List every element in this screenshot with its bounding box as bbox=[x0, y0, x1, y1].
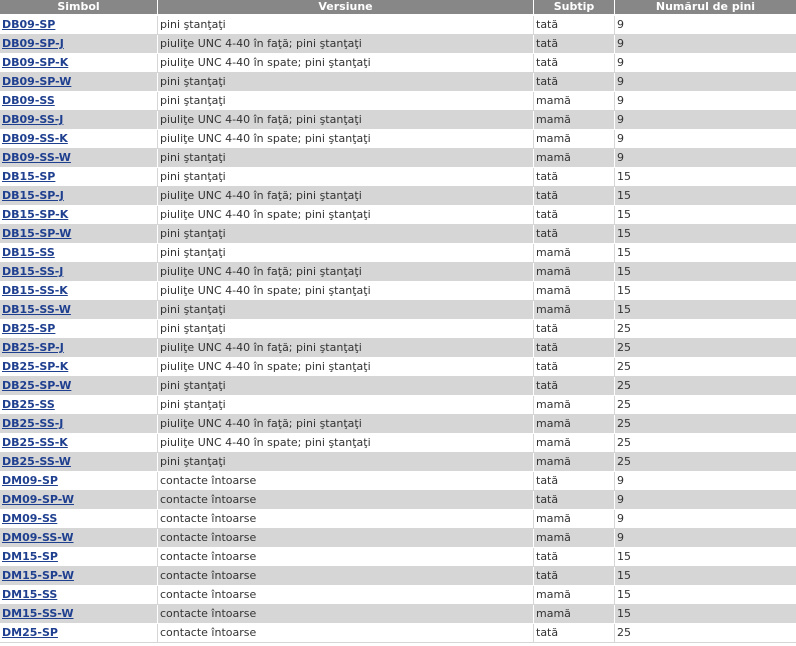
cell-simbol bbox=[0, 320, 158, 339]
cell-versiune: pini ştanţaţi bbox=[158, 396, 534, 415]
product-symbol-link[interactable]: DB25-SS-W bbox=[2, 455, 71, 468]
cell-numarul-de-pini: 9 bbox=[615, 73, 796, 92]
cell-simbol bbox=[0, 35, 158, 54]
cell-simbol bbox=[0, 54, 158, 73]
product-symbol-link[interactable]: DM15-SS-W bbox=[2, 607, 74, 620]
cell-simbol bbox=[0, 282, 158, 301]
cell-versiune: contacte întoarse bbox=[158, 586, 534, 605]
product-symbol-link[interactable]: DB15-SP-W bbox=[2, 227, 72, 240]
cell-numarul-de-pini: 9 bbox=[615, 16, 796, 35]
cell-subtip: mamă bbox=[534, 244, 615, 263]
cell-numarul-de-pini: 15 bbox=[615, 548, 796, 567]
cell-versiune: contacte întoarse bbox=[158, 548, 534, 567]
table-row bbox=[0, 567, 796, 586]
table-row bbox=[0, 529, 796, 548]
cell-versiune: contacte întoarse bbox=[158, 567, 534, 586]
cell-simbol bbox=[0, 339, 158, 358]
cell-numarul-de-pini: 9 bbox=[615, 130, 796, 149]
cell-simbol bbox=[0, 149, 158, 168]
table-body bbox=[0, 16, 796, 643]
product-symbol-link[interactable]: DB15-SS bbox=[2, 246, 55, 259]
cell-numarul-de-pini: 15 bbox=[615, 263, 796, 282]
cell-subtip: mamă bbox=[534, 111, 615, 130]
cell-versiune: pini ştanţaţi bbox=[158, 377, 534, 396]
cell-versiune: contacte întoarse bbox=[158, 624, 534, 643]
cell-subtip: tată bbox=[534, 472, 615, 491]
cell-simbol bbox=[0, 301, 158, 320]
cell-subtip: mamă bbox=[534, 529, 615, 548]
cell-numarul-de-pini: 25 bbox=[615, 624, 796, 643]
cell-simbol bbox=[0, 396, 158, 415]
cell-versiune: piuliţe UNC 4-40 în spate; pini ştanţaţi bbox=[158, 358, 534, 377]
cell-subtip: mamă bbox=[534, 130, 615, 149]
cell-numarul-de-pini: 25 bbox=[615, 434, 796, 453]
cell-subtip: mamă bbox=[534, 434, 615, 453]
cell-subtip: tată bbox=[534, 624, 615, 643]
cell-subtip: tată bbox=[534, 35, 615, 54]
table-row bbox=[0, 339, 796, 358]
cell-subtip: tată bbox=[534, 548, 615, 567]
cell-simbol bbox=[0, 567, 158, 586]
cell-subtip: tată bbox=[534, 567, 615, 586]
cell-subtip: tată bbox=[534, 377, 615, 396]
product-symbol-link[interactable]: DB09-SP-K bbox=[2, 56, 69, 69]
cell-versiune: pini ştanţaţi bbox=[158, 320, 534, 339]
cell-subtip: mamă bbox=[534, 263, 615, 282]
cell-subtip: mamă bbox=[534, 396, 615, 415]
product-symbol-link[interactable]: DM09-SS bbox=[2, 512, 58, 525]
table-row bbox=[0, 301, 796, 320]
product-symbol-link[interactable]: DB15-SP bbox=[2, 170, 56, 183]
cell-subtip: tată bbox=[534, 206, 615, 225]
cell-versiune: pini ştanţaţi bbox=[158, 168, 534, 187]
cell-subtip: tată bbox=[534, 54, 615, 73]
table-row bbox=[0, 377, 796, 396]
table-row bbox=[0, 320, 796, 339]
cell-simbol bbox=[0, 168, 158, 187]
cell-numarul-de-pini: 9 bbox=[615, 472, 796, 491]
cell-numarul-de-pini: 25 bbox=[615, 320, 796, 339]
table-row bbox=[0, 396, 796, 415]
cell-subtip: tată bbox=[534, 491, 615, 510]
cell-simbol bbox=[0, 263, 158, 282]
cell-numarul-de-pini: 9 bbox=[615, 35, 796, 54]
cell-simbol bbox=[0, 187, 158, 206]
cell-versiune: piuliţe UNC 4-40 în spate; pini ştanţaţi bbox=[158, 130, 534, 149]
cell-numarul-de-pini: 25 bbox=[615, 415, 796, 434]
cell-subtip: mamă bbox=[534, 92, 615, 111]
cell-subtip: tată bbox=[534, 73, 615, 92]
cell-numarul-de-pini: 9 bbox=[615, 491, 796, 510]
product-symbol-link[interactable]: DB25-SS bbox=[2, 398, 55, 411]
product-symbol-link[interactable]: DB25-SS-J bbox=[2, 417, 64, 430]
column-header-subtip[interactable]: Subtip bbox=[534, 0, 615, 16]
table-row bbox=[0, 206, 796, 225]
cell-numarul-de-pini: 9 bbox=[615, 54, 796, 73]
cell-subtip: tată bbox=[534, 187, 615, 206]
product-symbol-link[interactable]: DB15-SS-W bbox=[2, 303, 71, 316]
table-row bbox=[0, 16, 796, 35]
table-row bbox=[0, 111, 796, 130]
cell-numarul-de-pini: 15 bbox=[615, 301, 796, 320]
cell-simbol bbox=[0, 377, 158, 396]
cell-versiune: piuliţe UNC 4-40 în spate; pini ştanţaţi bbox=[158, 54, 534, 73]
table-row bbox=[0, 244, 796, 263]
product-symbol-link[interactable]: DB09-SS-K bbox=[2, 132, 68, 145]
cell-simbol bbox=[0, 16, 158, 35]
cell-subtip: tată bbox=[534, 168, 615, 187]
table-row bbox=[0, 491, 796, 510]
cell-versiune: piuliţe UNC 4-40 în spate; pini ştanţaţi bbox=[158, 206, 534, 225]
product-symbol-link[interactable]: DB15-SS-K bbox=[2, 284, 68, 297]
column-header-numarul-de-pini[interactable]: Numărul de pini bbox=[615, 0, 796, 16]
table-row bbox=[0, 510, 796, 529]
cell-versiune: contacte întoarse bbox=[158, 472, 534, 491]
cell-subtip: tată bbox=[534, 16, 615, 35]
table-row bbox=[0, 149, 796, 168]
cell-numarul-de-pini: 15 bbox=[615, 605, 796, 624]
cell-versiune: piuliţe UNC 4-40 în faţă; pini ştanţaţi bbox=[158, 339, 534, 358]
cell-versiune: pini ştanţaţi bbox=[158, 244, 534, 263]
cell-simbol bbox=[0, 225, 158, 244]
table-row bbox=[0, 434, 796, 453]
product-symbol-link[interactable]: DB09-SS-W bbox=[2, 151, 71, 164]
cell-numarul-de-pini: 9 bbox=[615, 111, 796, 130]
cell-versiune: piuliţe UNC 4-40 în faţă; pini ştanţaţi bbox=[158, 111, 534, 130]
cell-subtip: tată bbox=[534, 358, 615, 377]
cell-numarul-de-pini: 9 bbox=[615, 510, 796, 529]
cell-simbol bbox=[0, 605, 158, 624]
cell-versiune: piuliţe UNC 4-40 în faţă; pini ştanţaţi bbox=[158, 263, 534, 282]
table-row bbox=[0, 415, 796, 434]
cell-numarul-de-pini: 15 bbox=[615, 187, 796, 206]
cell-subtip: mamă bbox=[534, 510, 615, 529]
cell-numarul-de-pini: 9 bbox=[615, 149, 796, 168]
table-row bbox=[0, 225, 796, 244]
table-row bbox=[0, 624, 796, 643]
product-symbol-link[interactable]: DM15-SS bbox=[2, 588, 58, 601]
cell-subtip: mamă bbox=[534, 301, 615, 320]
cell-simbol bbox=[0, 415, 158, 434]
table-row bbox=[0, 586, 796, 605]
cell-numarul-de-pini: 25 bbox=[615, 396, 796, 415]
table-row bbox=[0, 54, 796, 73]
cell-simbol bbox=[0, 510, 158, 529]
product-symbol-link[interactable]: DB09-SP bbox=[2, 18, 56, 31]
product-symbol-link[interactable]: DB09-SP-J bbox=[2, 37, 64, 50]
cell-versiune: piuliţe UNC 4-40 în faţă; pini ştanţaţi bbox=[158, 35, 534, 54]
cell-simbol bbox=[0, 92, 158, 111]
cell-subtip: tată bbox=[534, 320, 615, 339]
cell-subtip: mamă bbox=[534, 282, 615, 301]
cell-subtip: mamă bbox=[534, 149, 615, 168]
cell-numarul-de-pini: 25 bbox=[615, 358, 796, 377]
product-symbol-link[interactable]: DM15-SP-W bbox=[2, 569, 74, 582]
product-symbol-link[interactable]: DB25-SP-J bbox=[2, 341, 64, 354]
cell-numarul-de-pini: 9 bbox=[615, 92, 796, 111]
product-symbol-link[interactable]: DM09-SP-W bbox=[2, 493, 74, 506]
cell-versiune: pini ştanţaţi bbox=[158, 225, 534, 244]
table-row bbox=[0, 605, 796, 624]
cell-simbol bbox=[0, 586, 158, 605]
cell-versiune: piuliţe UNC 4-40 în spate; pini ştanţaţi bbox=[158, 434, 534, 453]
product-symbol-link[interactable]: DB09-SS bbox=[2, 94, 55, 107]
cell-simbol bbox=[0, 206, 158, 225]
table-row bbox=[0, 35, 796, 54]
cell-versiune: pini ştanţaţi bbox=[158, 149, 534, 168]
cell-subtip: tată bbox=[534, 339, 615, 358]
cell-simbol bbox=[0, 529, 158, 548]
cell-simbol bbox=[0, 434, 158, 453]
product-symbol-link[interactable]: DB15-SP-J bbox=[2, 189, 64, 202]
cell-simbol bbox=[0, 472, 158, 491]
column-header-versiune[interactable]: Versiune bbox=[158, 0, 534, 16]
cell-versiune: pini ştanţaţi bbox=[158, 92, 534, 111]
cell-subtip: mamă bbox=[534, 415, 615, 434]
cell-simbol bbox=[0, 130, 158, 149]
cell-subtip: tată bbox=[534, 225, 615, 244]
product-symbol-link[interactable]: DB09-SS-J bbox=[2, 113, 64, 126]
cell-versiune: contacte întoarse bbox=[158, 605, 534, 624]
table-row bbox=[0, 187, 796, 206]
cell-simbol bbox=[0, 491, 158, 510]
product-symbol-link[interactable]: DB09-SP-W bbox=[2, 75, 72, 88]
product-symbol-link[interactable]: DM15-SP bbox=[2, 550, 58, 563]
cell-subtip: mamă bbox=[534, 453, 615, 472]
table-row bbox=[0, 453, 796, 472]
cell-versiune: piuliţe UNC 4-40 în faţă; pini ştanţaţi bbox=[158, 415, 534, 434]
cell-versiune: piuliţe UNC 4-40 în faţă; pini ştanţaţi bbox=[158, 187, 534, 206]
product-symbol-link[interactable]: DM25-SP bbox=[2, 626, 58, 639]
cell-versiune: pini ştanţaţi bbox=[158, 73, 534, 92]
product-symbol-link[interactable]: DB25-SS-K bbox=[2, 436, 68, 449]
product-symbol-link[interactable]: DM09-SS-W bbox=[2, 531, 74, 544]
cell-simbol bbox=[0, 358, 158, 377]
cell-versiune: piuliţe UNC 4-40 în spate; pini ştanţaţi bbox=[158, 282, 534, 301]
cell-simbol bbox=[0, 244, 158, 263]
product-symbol-link[interactable]: DB25-SP-W bbox=[2, 379, 72, 392]
cell-simbol bbox=[0, 548, 158, 567]
cell-numarul-de-pini: 15 bbox=[615, 586, 796, 605]
cell-numarul-de-pini: 15 bbox=[615, 244, 796, 263]
cell-numarul-de-pini: 9 bbox=[615, 529, 796, 548]
cell-simbol bbox=[0, 453, 158, 472]
cell-numarul-de-pini: 15 bbox=[615, 282, 796, 301]
cell-numarul-de-pini: 25 bbox=[615, 377, 796, 396]
header-row bbox=[0, 0, 796, 16]
cell-numarul-de-pini: 25 bbox=[615, 453, 796, 472]
product-symbol-link[interactable]: DM09-SP bbox=[2, 474, 58, 487]
cell-versiune: pini ştanţaţi bbox=[158, 453, 534, 472]
table-row bbox=[0, 472, 796, 491]
cell-simbol bbox=[0, 624, 158, 643]
product-symbol-link[interactable]: DB25-SP-K bbox=[2, 360, 69, 373]
cell-simbol bbox=[0, 73, 158, 92]
table-row bbox=[0, 548, 796, 567]
cell-simbol bbox=[0, 111, 158, 130]
table-row bbox=[0, 263, 796, 282]
product-symbol-link[interactable]: DB15-SP-K bbox=[2, 208, 69, 221]
cell-versiune: contacte întoarse bbox=[158, 510, 534, 529]
cell-versiune: pini ştanţaţi bbox=[158, 16, 534, 35]
table-header bbox=[0, 0, 796, 16]
table-row bbox=[0, 130, 796, 149]
cell-numarul-de-pini: 25 bbox=[615, 339, 796, 358]
table-row bbox=[0, 92, 796, 111]
product-symbol-link[interactable]: DB15-SS-J bbox=[2, 265, 64, 278]
product-symbol-link[interactable]: DB25-SP bbox=[2, 322, 56, 335]
cell-numarul-de-pini: 15 bbox=[615, 168, 796, 187]
cell-versiune: pini ştanţaţi bbox=[158, 301, 534, 320]
cell-versiune: contacte întoarse bbox=[158, 529, 534, 548]
column-header-simbol[interactable]: Simbol bbox=[0, 0, 158, 16]
table-row bbox=[0, 282, 796, 301]
table-row bbox=[0, 358, 796, 377]
cell-numarul-de-pini: 15 bbox=[615, 206, 796, 225]
table-row bbox=[0, 73, 796, 92]
cell-subtip: mamă bbox=[534, 586, 615, 605]
table-row bbox=[0, 168, 796, 187]
cell-versiune: contacte întoarse bbox=[158, 491, 534, 510]
cell-subtip: mamă bbox=[534, 605, 615, 624]
cell-numarul-de-pini: 15 bbox=[615, 225, 796, 244]
cell-numarul-de-pini: 15 bbox=[615, 567, 796, 586]
